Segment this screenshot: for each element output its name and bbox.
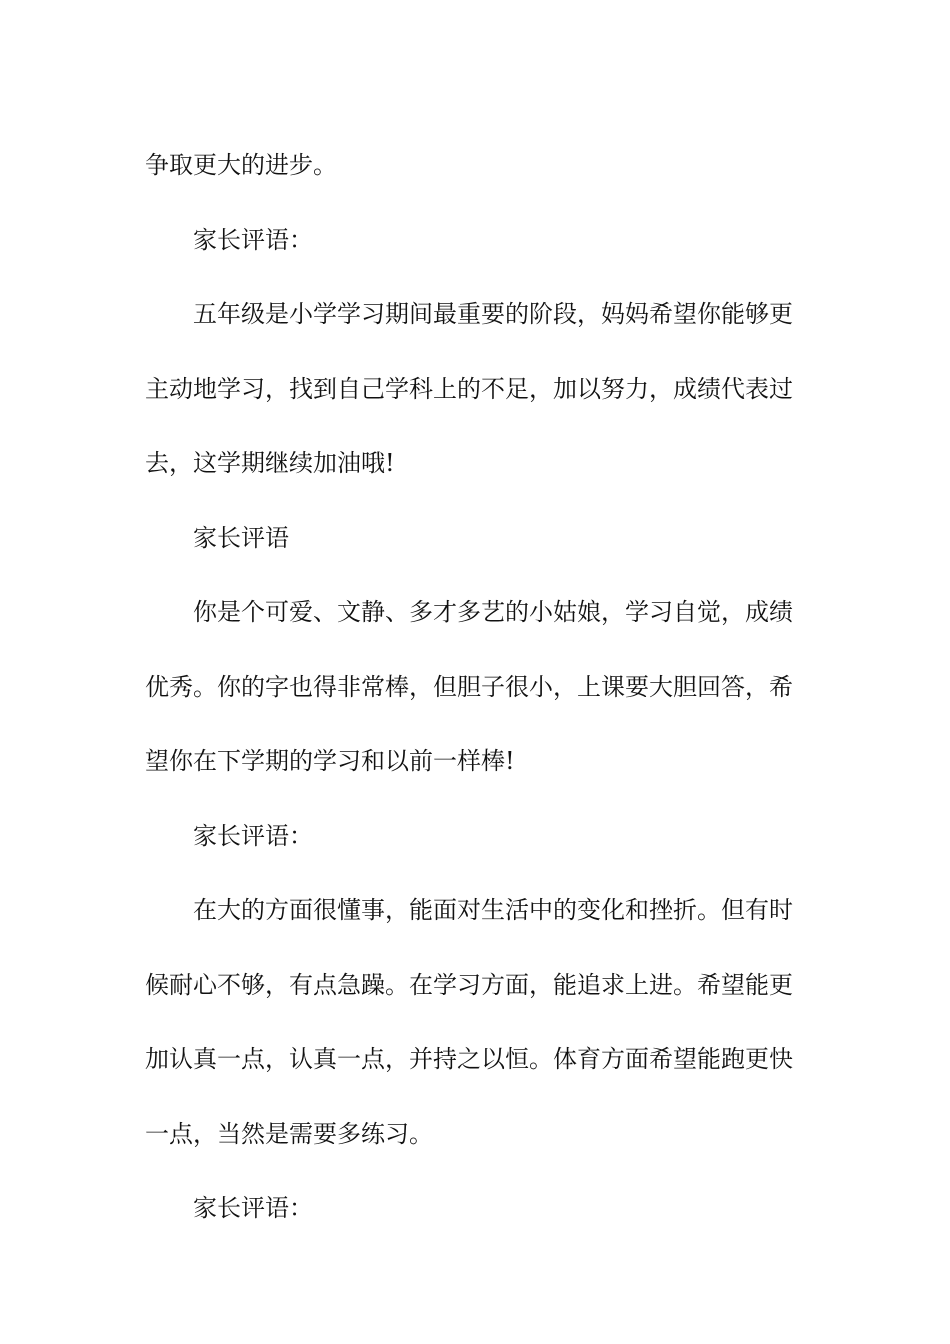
section-heading: 家长评语 bbox=[193, 523, 289, 552]
text-line: 争取更大的进步。 bbox=[145, 151, 337, 179]
text-line: 五年级是小学学习期间最重要的阶段，妈妈希望你能够更 bbox=[193, 300, 793, 328]
section-heading: 家长评语： bbox=[193, 225, 313, 254]
text-line: 在大的方面很懂事，能面对生活中的变化和挫折。但有时 bbox=[193, 896, 793, 924]
section-heading: 家长评语： bbox=[193, 821, 313, 850]
text-line: 优秀。你的字也得非常棒，但胆子很小，上课要大胆回答，希 bbox=[145, 672, 793, 701]
text-line: 加认真一点，认真一点，并持之以恒。体育方面希望能跑更快 bbox=[145, 1045, 793, 1073]
document-body bbox=[145, 128, 805, 1246]
text-line: 去，这学期继续加油哦! bbox=[145, 449, 395, 477]
text-line: 你是个可爱、文静、多才多艺的小姑娘，学习自觉，成绩 bbox=[193, 598, 793, 626]
text-line: 主动地学习，找到自己学科上的不足，加以努力，成绩代表过 bbox=[145, 374, 793, 403]
text-line: 一点，当然是需要多练习。 bbox=[145, 1119, 433, 1148]
text-line: 候耐心不够，有点急躁。在学习方面，能追求上进。希望能更 bbox=[145, 970, 793, 999]
text-line: 望你在下学期的学习和以前一样棒! bbox=[145, 747, 515, 775]
section-heading: 家长评语： bbox=[193, 1194, 313, 1222]
